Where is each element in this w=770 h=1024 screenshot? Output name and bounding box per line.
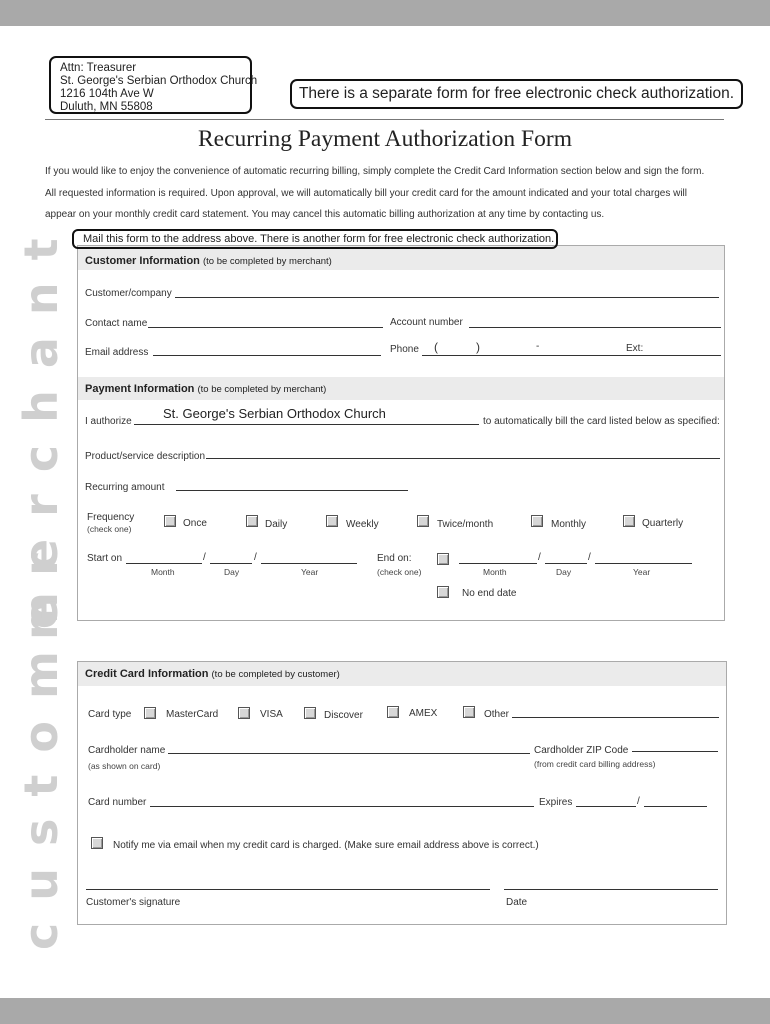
card-visa-label: VISA — [260, 709, 283, 720]
ext-label: Ext: — [626, 343, 644, 354]
start-day-field[interactable] — [210, 563, 252, 564]
frequency-label: Frequency — [87, 512, 135, 523]
merchant-section — [77, 245, 725, 621]
frequency-quarterly-checkbox[interactable] — [623, 515, 635, 527]
credit-card-section — [77, 661, 727, 925]
payment-info-note: (to be completed by merchant) — [197, 384, 327, 395]
frequency-daily-checkbox[interactable] — [246, 515, 258, 527]
card-visa-checkbox[interactable] — [238, 707, 250, 719]
expires-label: Expires — [539, 797, 573, 808]
intro-text: appear on your monthly credit card statement. You may cancel this automatic billing authorization at any time by contacting us. — [45, 209, 605, 220]
zip-code-label: Cardholder ZIP Code — [534, 745, 629, 756]
date-field[interactable] — [504, 889, 718, 890]
frequency-monthly-label: Monthly — [551, 519, 587, 530]
card-discover-checkbox[interactable] — [304, 707, 316, 719]
mailing-address — [49, 56, 258, 114]
phone-close-paren: ) — [476, 340, 480, 354]
address-line: Duluth, MN 55808 — [60, 101, 153, 113]
phone-field[interactable] — [422, 355, 721, 356]
card-number-label: Card number — [88, 797, 147, 808]
contact-name-label: Contact name — [85, 318, 148, 329]
phone-dash: - — [536, 341, 540, 352]
bottom-bar — [0, 998, 770, 1024]
customer-company-field[interactable] — [175, 297, 719, 298]
account-number-label: Account number — [390, 317, 463, 328]
customer-side-label: customer — [14, 531, 68, 950]
account-number-field[interactable] — [469, 327, 721, 328]
start-on-label: Start on — [87, 553, 123, 564]
end-month-caption: Month — [483, 567, 507, 577]
end-slash-1: / — [538, 552, 541, 563]
end-day-caption: Day — [556, 567, 572, 577]
end-day-field[interactable] — [545, 563, 587, 564]
card-amex-checkbox[interactable] — [387, 706, 399, 718]
frequency-once-checkbox[interactable] — [164, 515, 176, 527]
card-type-label: Card type — [88, 709, 132, 720]
zip-code-field[interactable] — [632, 751, 718, 752]
contact-name-field[interactable] — [148, 327, 383, 328]
frequency-twice-month-checkbox[interactable] — [417, 515, 429, 527]
address-line: Attn: Treasurer — [60, 62, 137, 74]
email-address-field[interactable] — [153, 355, 381, 356]
page-title: Recurring Payment Authorization Form — [198, 126, 572, 152]
payee-name: St. George's Serbian Orthodox Church — [163, 406, 386, 421]
end-check-one-note: (check one) — [377, 567, 422, 577]
merchant-side-label: merchant — [14, 216, 68, 640]
as-shown-note: (as shown on card) — [88, 761, 161, 771]
end-on-label: End on: — [377, 553, 412, 564]
zip-note: (from credit card billing address) — [534, 759, 656, 769]
frequency-monthly-checkbox[interactable] — [531, 515, 543, 527]
payee-field[interactable] — [134, 424, 479, 425]
end-date-checkbox[interactable] — [437, 553, 449, 565]
customer-info-heading — [85, 255, 332, 267]
frequency-daily-label: Daily — [265, 519, 288, 530]
separate-form-note: There is a separate form for free electronic check authorization. — [290, 79, 743, 109]
start-slash-2: / — [254, 552, 257, 563]
recurring-amount-label: Recurring amount — [85, 482, 165, 493]
cardholder-name-label: Cardholder name — [88, 745, 166, 756]
phone-open-paren: ( — [434, 340, 438, 354]
customer-company-label: Customer/company — [85, 288, 172, 299]
no-end-date-checkbox[interactable] — [437, 586, 449, 598]
expires-month-field[interactable] — [576, 806, 636, 807]
credit-card-note: (to be completed by customer) — [211, 669, 340, 680]
no-end-date-label: No end date — [462, 588, 517, 599]
frequency-once-label: Once — [183, 518, 207, 529]
title-rule — [45, 119, 724, 120]
card-other-checkbox[interactable] — [463, 706, 475, 718]
end-month-field[interactable] — [459, 563, 537, 564]
product-desc-field[interactable] — [206, 458, 720, 459]
end-slash-2: / — [588, 552, 591, 563]
mail-note: Mail this form to the address above. There is another form for free electronic check authorization. — [72, 229, 558, 249]
phone-label: Phone — [390, 344, 419, 355]
signature-field[interactable] — [86, 889, 490, 890]
payment-info-heading — [85, 383, 326, 395]
start-day-caption: Day — [224, 567, 240, 577]
payment-info-title: Payment Information — [85, 383, 195, 395]
start-year-field[interactable] — [261, 563, 357, 564]
date-label: Date — [506, 897, 528, 908]
address-line: 1216 104th Ave W — [60, 88, 154, 100]
i-authorize-label: I authorize — [85, 416, 132, 427]
intro-text: If you would like to enjoy the convenience of automatic recurring billing, simply complete the Credit Card Information section below and sign the form. — [45, 166, 705, 177]
product-desc-label: Product/service description — [85, 451, 206, 462]
notify-email-checkbox[interactable] — [91, 837, 103, 849]
intro-text: All requested information is required. Upon approval, we will automatically bill your credit card for the amount indicated and your total charges will — [45, 188, 687, 199]
frequency-twice-month-label: Twice/month — [437, 519, 494, 530]
start-slash-1: / — [203, 552, 206, 563]
auto-bill-text: to automatically bill the card listed below as specified: — [483, 416, 720, 427]
start-month-field[interactable] — [126, 563, 202, 564]
card-other-field[interactable] — [512, 717, 719, 718]
credit-card-heading — [85, 668, 340, 680]
email-address-label: Email address — [85, 347, 149, 358]
start-month-caption: Month — [151, 567, 175, 577]
top-bar — [0, 0, 770, 26]
cardholder-name-field[interactable] — [168, 753, 530, 754]
card-other-label: Other — [484, 709, 510, 720]
end-year-caption: Year — [633, 567, 651, 577]
frequency-quarterly-label: Quarterly — [642, 518, 684, 529]
credit-card-title: Credit Card Information — [85, 668, 209, 680]
card-mastercard-checkbox[interactable] — [144, 707, 156, 719]
address-line: St. George's Serbian Orthodox Church — [60, 75, 258, 87]
start-year-caption: Year — [301, 567, 319, 577]
recurring-amount-field[interactable] — [176, 490, 408, 491]
signature-label: Customer's signature — [86, 897, 181, 908]
check-one-note: (check one) — [87, 524, 132, 534]
notify-email-label: Notify me via email when my credit card is charged. (Make sure email address above is correct.) — [113, 840, 539, 851]
customer-info-title: Customer Information — [85, 255, 200, 267]
card-mastercard-label: MasterCard — [166, 709, 219, 720]
frequency-weekly-label: Weekly — [346, 519, 379, 530]
expires-slash: / — [637, 796, 640, 807]
expires-year-field[interactable] — [644, 806, 707, 807]
card-discover-label: Discover — [324, 710, 363, 721]
end-year-field[interactable] — [595, 563, 692, 564]
card-amex-label: AMEX — [409, 708, 438, 719]
frequency-weekly-checkbox[interactable] — [326, 515, 338, 527]
card-number-field[interactable] — [150, 806, 534, 807]
customer-info-note: (to be completed by merchant) — [202, 256, 332, 267]
